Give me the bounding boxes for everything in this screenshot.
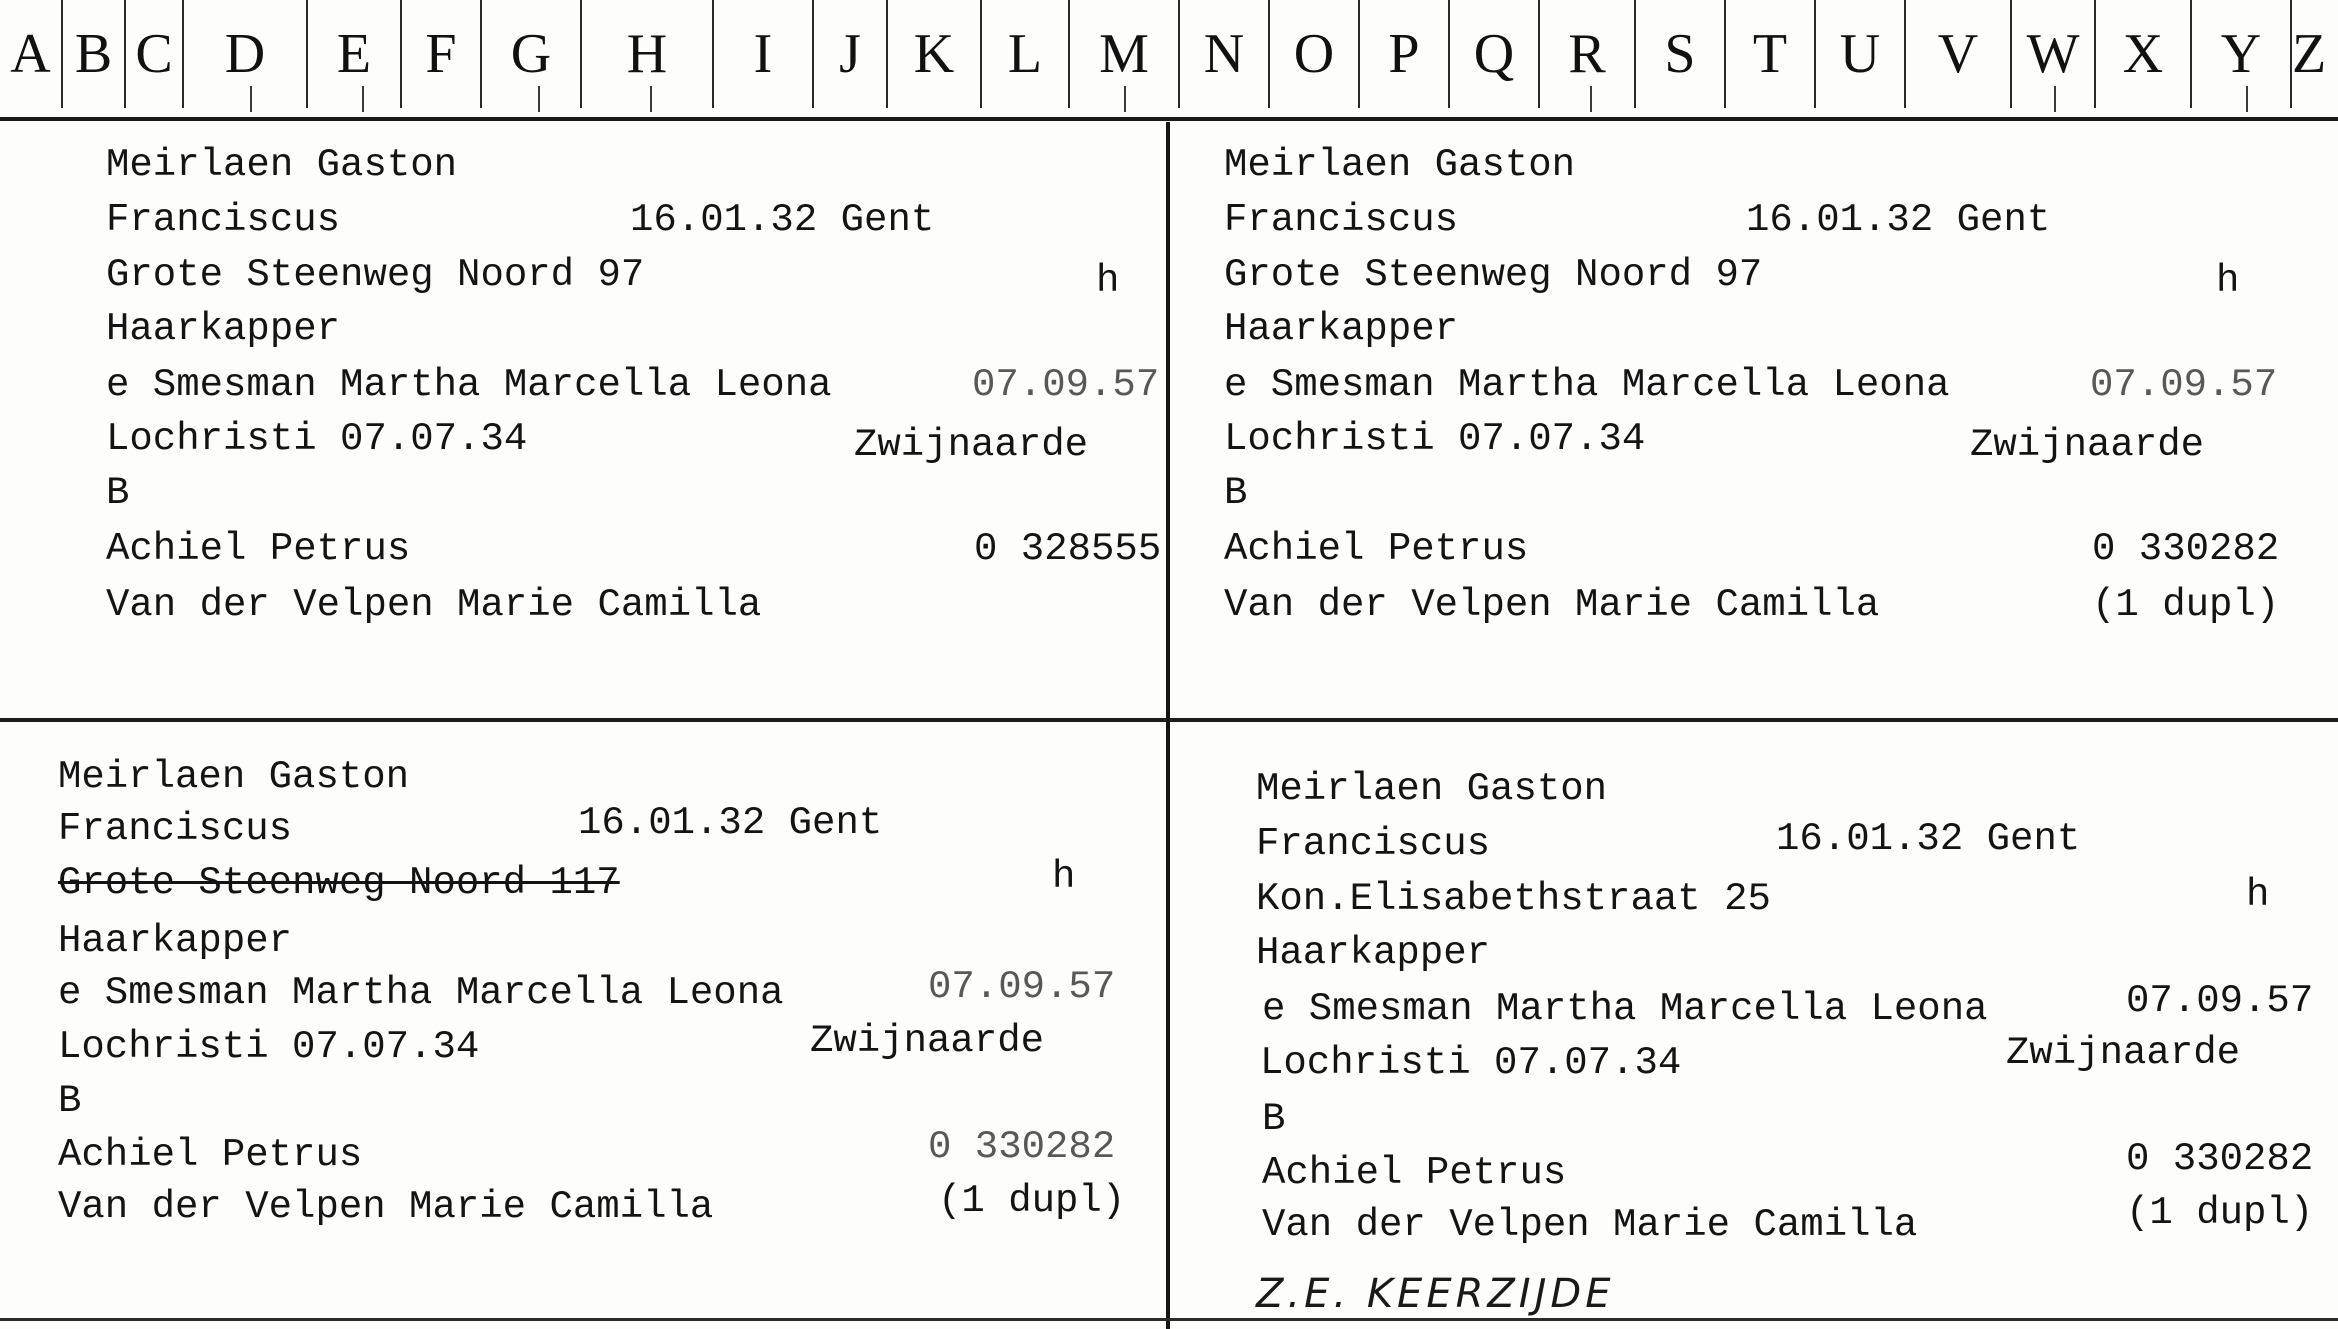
card-mother: Van der Velpen Marie Camilla [1224, 583, 1880, 627]
letter-tab-g: G [482, 0, 582, 108]
card-marriage-date: 07.09.57 [2090, 363, 2278, 407]
card-name: Meirlaen Gaston [1224, 143, 1576, 187]
card-spouse-birth: Lochristi 07.07.34 [1260, 1041, 1682, 1085]
letter-tab-n: N [1180, 0, 1270, 108]
tick-mark [362, 86, 364, 112]
letter-tab-w: W [2012, 0, 2096, 108]
card-occupation: Haarkapper [58, 919, 293, 963]
card-number: 0 330282 [2092, 527, 2280, 571]
letter-tab-f: F [402, 0, 482, 108]
card-spouse-birth: Lochristi 07.07.34 [106, 417, 528, 461]
card-name: Meirlaen Gaston [1256, 767, 1608, 811]
letter-tab-t: T [1726, 0, 1816, 108]
card-spouse-birth: Lochristi 07.07.34 [1224, 417, 1646, 461]
letter-tab-m: M [1070, 0, 1180, 108]
tick-mark [1124, 86, 1126, 112]
card-occupation: Haarkapper [1224, 307, 1459, 351]
tick-mark [1590, 86, 1592, 112]
card-sex: h [1052, 855, 1076, 899]
card-given-names: Franciscus [106, 198, 341, 242]
tick-mark [650, 86, 652, 112]
tick-mark [538, 86, 540, 112]
header-rule [0, 117, 2338, 121]
card-father: Achiel Petrus [1262, 1151, 1567, 1195]
tick-mark [250, 86, 252, 112]
card-spouse: e Smesman Martha Marcella Leona [1262, 987, 1988, 1031]
letter-tab-p: P [1360, 0, 1450, 108]
card-marriage-date: 07.09.57 [972, 363, 1160, 407]
letter-tab-r: R [1540, 0, 1636, 108]
card-note: (1 dupl) [2126, 1191, 2314, 1235]
letter-tab-b: B [63, 0, 126, 108]
card-address: Grote Steenweg Noord 97 [1224, 253, 1763, 297]
card-given-names: Franciscus [58, 807, 293, 851]
card-birth: 16.01.32 Gent [1776, 817, 2081, 861]
letter-tab-d: D [184, 0, 308, 108]
card-number: 0 330282 [2126, 1137, 2314, 1181]
middle-divider [0, 718, 2338, 722]
card-residence: Zwijnaarde [1970, 423, 2205, 467]
card-occupation: Haarkapper [106, 307, 341, 351]
card-mother: Van der Velpen Marie Camilla [58, 1185, 714, 1229]
letter-tab-u: U [1816, 0, 1906, 108]
card-occupation: Haarkapper [1256, 931, 1491, 975]
letter-tab-z: Z [2292, 23, 2327, 85]
card-given-names: Franciscus [1224, 198, 1459, 242]
card-sex: h [2216, 259, 2240, 303]
letter-tab-k: K [888, 0, 982, 108]
card-father: Achiel Petrus [106, 527, 411, 571]
letter-tab-x: X [2096, 0, 2192, 108]
letter-tab-j: J [814, 0, 888, 108]
bottom-divider [0, 1318, 2338, 1321]
card-father: Achiel Petrus [1224, 527, 1529, 571]
letter-tab-e: E [308, 0, 402, 108]
card-given-names: Franciscus [1256, 822, 1491, 866]
card-spouse: e Smesman Martha Marcella Leona [1224, 363, 1950, 407]
alphabet-tab-strip [0, 0, 2338, 122]
card-category: B [1262, 1097, 1286, 1141]
letter-tab-o: O [1270, 0, 1360, 108]
tick-mark [2246, 86, 2248, 112]
letter-tab-s: S [1636, 0, 1726, 108]
letter-tab-y: Y [2192, 0, 2292, 108]
card-name: Meirlaen Gaston [58, 755, 410, 799]
card-birth: 16.01.32 Gent [578, 801, 883, 845]
card-marriage-date: 07.09.57 [928, 965, 1116, 1009]
card-spouse: e Smesman Martha Marcella Leona [58, 971, 784, 1015]
letter-tab-l: L [982, 0, 1070, 108]
card-mother: Van der Velpen Marie Camilla [106, 583, 762, 627]
card-residence: Zwijnaarde [2006, 1031, 2241, 1075]
letter-tab-a: A [0, 0, 63, 108]
card-father: Achiel Petrus [58, 1133, 363, 1177]
card-name: Meirlaen Gaston [106, 143, 458, 187]
card-note: (1 dupl) [2092, 583, 2280, 627]
letter-tab-h: H [582, 0, 714, 108]
card-marriage-date: 07.09.57 [2126, 979, 2314, 1023]
card-address: Grote Steenweg Noord 97 [106, 253, 645, 297]
card-spouse-birth: Lochristi 07.07.34 [58, 1025, 480, 1069]
handwritten-note: Z.E. KEERZIJDE [1256, 1271, 1615, 1317]
card-address-struck: Grote Steenweg Noord 117 [58, 861, 620, 905]
card-residence: Zwijnaarde [854, 423, 1089, 467]
card-note: (1 dupl) [938, 1179, 1126, 1223]
letter-tab-i: I [714, 0, 814, 108]
card-sex: h [2246, 873, 2270, 917]
center-divider [1166, 122, 1170, 1329]
letter-tab-q: Q [1450, 0, 1540, 108]
tick-mark [2054, 86, 2056, 112]
card-category: B [106, 471, 130, 515]
card-number: 0 330282 [928, 1125, 1116, 1169]
card-category: B [58, 1079, 82, 1123]
letter-tab-v: V [1906, 0, 2012, 108]
card-birth: 16.01.32 Gent [630, 198, 935, 242]
card-category: B [1224, 471, 1248, 515]
card-number: 0 328555 [974, 527, 1162, 571]
card-sex: h [1096, 259, 1120, 303]
card-spouse: e Smesman Martha Marcella Leona [106, 363, 832, 407]
letter-tab-c: C [126, 0, 184, 108]
card-mother: Van der Velpen Marie Camilla [1262, 1203, 1918, 1247]
card-birth: 16.01.32 Gent [1746, 198, 2051, 242]
card-residence: Zwijnaarde [810, 1019, 1045, 1063]
card-address: Kon.Elisabethstraat 25 [1256, 877, 1771, 921]
